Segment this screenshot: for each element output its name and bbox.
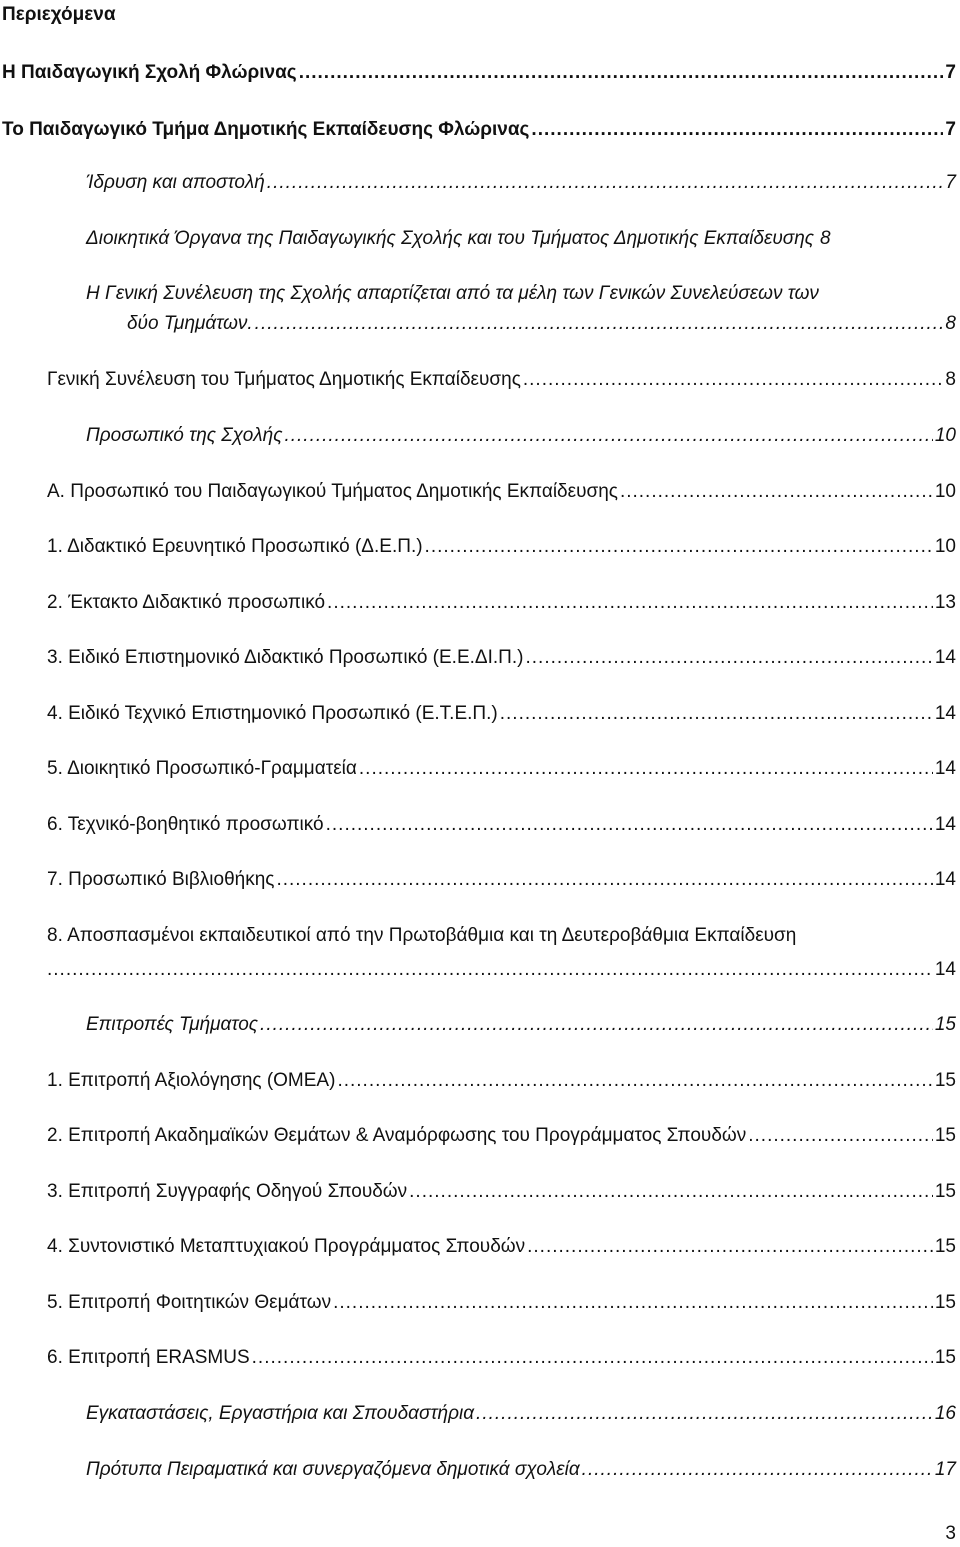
toc-entry-title-line1[interactable]: Η Γενική Συνέλευση της Σχολής απαρτίζεται από τα μέλη των Γενικών Συνελεύσεων των: [86, 283, 819, 304]
toc-entry[interactable]: [47, 1290, 956, 1316]
toc-entry-title: δύο Τμημάτων.: [127, 313, 253, 334]
toc-entry[interactable]: [47, 1179, 956, 1205]
toc-entry-page: 7: [945, 172, 956, 193]
toc-entry-title: Α. Προσωπικό του Παιδαγωγικού Τμήματος Δημοτικής Εκπαίδευσης: [47, 481, 618, 502]
toc-entry[interactable]: [127, 311, 956, 337]
dot-leader: [620, 479, 933, 505]
dot-leader: [523, 367, 944, 393]
toc-entry-page: 10: [934, 481, 956, 502]
toc-entry-title: 3. Επιτροπή Συγγραφής Οδηγού Σπουδών: [47, 1181, 408, 1202]
toc-heading: Περιεχόμενα: [2, 4, 116, 25]
toc-entry-page: 15: [934, 1014, 956, 1035]
toc-entry-page: 14: [934, 703, 956, 724]
toc-entry-page: 14: [934, 647, 956, 668]
toc-entry[interactable]: [2, 117, 956, 143]
dot-leader: [299, 60, 944, 86]
toc-entry-title: 4. Ειδικό Τεχνικό Επιστημονικό Προσωπικό (Ε.Τ.Ε.Π.): [47, 703, 498, 724]
toc-entry-title: 4. Συντονιστικό Μεταπτυχιακού Προγράμματος Σπουδών: [47, 1236, 526, 1257]
toc-entry-title: Η Παιδαγωγική Σχολή Φλώρινας: [2, 62, 297, 83]
toc-entry-title: 1. Επιτροπή Αξιολόγησης (ΟΜΕΑ): [47, 1070, 336, 1091]
toc-entry-page: 15: [934, 1347, 956, 1368]
dot-leader: [500, 701, 933, 727]
toc-entry[interactable]: [86, 1401, 956, 1427]
toc-entry-page: 10: [934, 425, 956, 446]
dot-leader: [531, 117, 943, 143]
dot-leader: [582, 1457, 933, 1483]
toc-entry-page: 16: [934, 1403, 956, 1424]
toc-entry-title: Πρότυπα Πειραματικά και συνεργαζόμενα δημοτικά σχολεία: [86, 1459, 580, 1480]
toc-entry[interactable]: [2, 60, 956, 86]
toc-entry-page: 8: [820, 228, 831, 249]
toc-entry[interactable]: [86, 226, 960, 252]
toc-entry-page: 14: [934, 959, 956, 980]
toc-entry[interactable]: [86, 423, 956, 449]
toc-entry-page: 13: [934, 592, 956, 613]
toc-entry[interactable]: [47, 1234, 956, 1260]
toc-entry-title: 5. Επιτροπή Φοιτητικών Θεμάτων: [47, 1292, 332, 1313]
toc-entry-title: Το Παιδαγωγικό Τμήμα Δημοτικής Εκπαίδευσης Φλώρινας: [2, 119, 530, 140]
toc-entry[interactable]: [47, 645, 956, 671]
dot-leader: [333, 1290, 933, 1316]
toc-entry-title: Γενική Συνέλευση του Τμήματος Δημοτικής Εκπαίδευσης: [47, 369, 521, 390]
dot-leader: [267, 170, 944, 196]
dot-leader: [409, 1179, 933, 1205]
toc-entry[interactable]: [47, 534, 956, 560]
toc-entry-title: 6. Επιτροπή ERASMUS: [47, 1347, 250, 1368]
dot-leader: [47, 957, 933, 983]
toc-entry[interactable]: [47, 1345, 956, 1371]
toc-entry[interactable]: [47, 756, 956, 782]
toc-entry[interactable]: [86, 1012, 956, 1038]
toc-entry-page: 8: [945, 313, 956, 334]
toc-entry-title: 1. Διδακτικό Ερευνητικό Προσωπικό (Δ.Ε.Π.): [47, 536, 423, 557]
toc-entry-title: 2. Επιτροπή Ακαδημαϊκών Θεμάτων & Αναμόρφωσης του Προγράμματος Σπουδών: [47, 1125, 747, 1146]
toc-entry-page: 15: [934, 1125, 956, 1146]
toc-entry-page: 17: [934, 1459, 956, 1480]
dot-leader: [337, 1068, 932, 1094]
toc-entry[interactable]: [47, 1123, 956, 1149]
dot-leader: [260, 1012, 933, 1038]
toc-entry[interactable]: [47, 957, 956, 983]
toc-entry[interactable]: [47, 867, 956, 893]
toc-entry[interactable]: [47, 479, 956, 505]
toc-entry-title: Εγκαταστάσεις, Εργαστήρια και Σπουδαστήρια: [86, 1403, 475, 1424]
dot-leader: [359, 756, 933, 782]
toc-entry-page: 15: [934, 1292, 956, 1313]
toc-entry-title: Προσωπικό της Σχολής: [86, 425, 283, 446]
toc-entry[interactable]: [47, 812, 956, 838]
toc-entry[interactable]: [47, 701, 956, 727]
toc-entry-title: 5. Διοικητικό Προσωπικό-Γραμματεία: [47, 758, 357, 779]
dot-leader: [284, 423, 932, 449]
toc-entry[interactable]: [86, 1457, 956, 1483]
dot-leader: [525, 645, 932, 671]
toc-entry-title: 3. Ειδικό Επιστημονικό Διδακτικό Προσωπικό (Ε.Ε.ΔΙ.Π.): [47, 647, 524, 668]
dot-leader: [476, 1401, 933, 1427]
dot-leader: [327, 590, 933, 616]
dot-leader: [748, 1123, 933, 1149]
toc-entry-page: 14: [934, 758, 956, 779]
toc-entry[interactable]: [47, 367, 956, 393]
toc-entry[interactable]: [86, 170, 956, 196]
dot-leader: [276, 867, 932, 893]
toc-entry-page: 15: [934, 1181, 956, 1202]
dot-leader: [425, 534, 933, 560]
page-number: 3: [945, 1523, 956, 1544]
dot-leader: [252, 1345, 933, 1371]
toc-entry-title: 7. Προσωπικό Βιβλιοθήκης: [47, 869, 275, 890]
toc-entry-title: 6. Τεχνικό-βοηθητικό προσωπικό: [47, 814, 324, 835]
dot-leader: [255, 311, 944, 337]
toc-entry-title: Ίδρυση και αποστολή: [86, 172, 265, 193]
toc-entry-page: 15: [934, 1236, 956, 1257]
toc-entry-page: 14: [934, 814, 956, 835]
toc-entry-page: 15: [934, 1070, 956, 1091]
toc-entry-page: 14: [934, 869, 956, 890]
toc-entry[interactable]: [47, 590, 956, 616]
toc-entry-page: 8: [945, 369, 956, 390]
toc-entry-title: 2. Έκτακτο Διδακτικό προσωπικό: [47, 592, 326, 613]
toc-entry-page: 10: [934, 536, 956, 557]
toc-entry-title-line1[interactable]: 8. Αποσπασμένοι εκπαιδευτικοί από την Πρωτοβάθμια και τη Δευτεροβάθμια Εκπαίδευση: [47, 925, 797, 946]
dot-leader: [326, 812, 933, 838]
dot-leader: [527, 1234, 933, 1260]
toc-entry-page: 7: [945, 62, 956, 83]
toc-entry-title: Επιτροπές Τμήματος: [86, 1014, 259, 1035]
toc-entry-page: 7: [945, 119, 956, 140]
toc-entry-title: Διοικητικά Όργανα της Παιδαγωγικής Σχολής και του Τμήματος Δημοτικής Εκπαίδευσης: [86, 228, 815, 249]
toc-entry[interactable]: [47, 1068, 956, 1094]
